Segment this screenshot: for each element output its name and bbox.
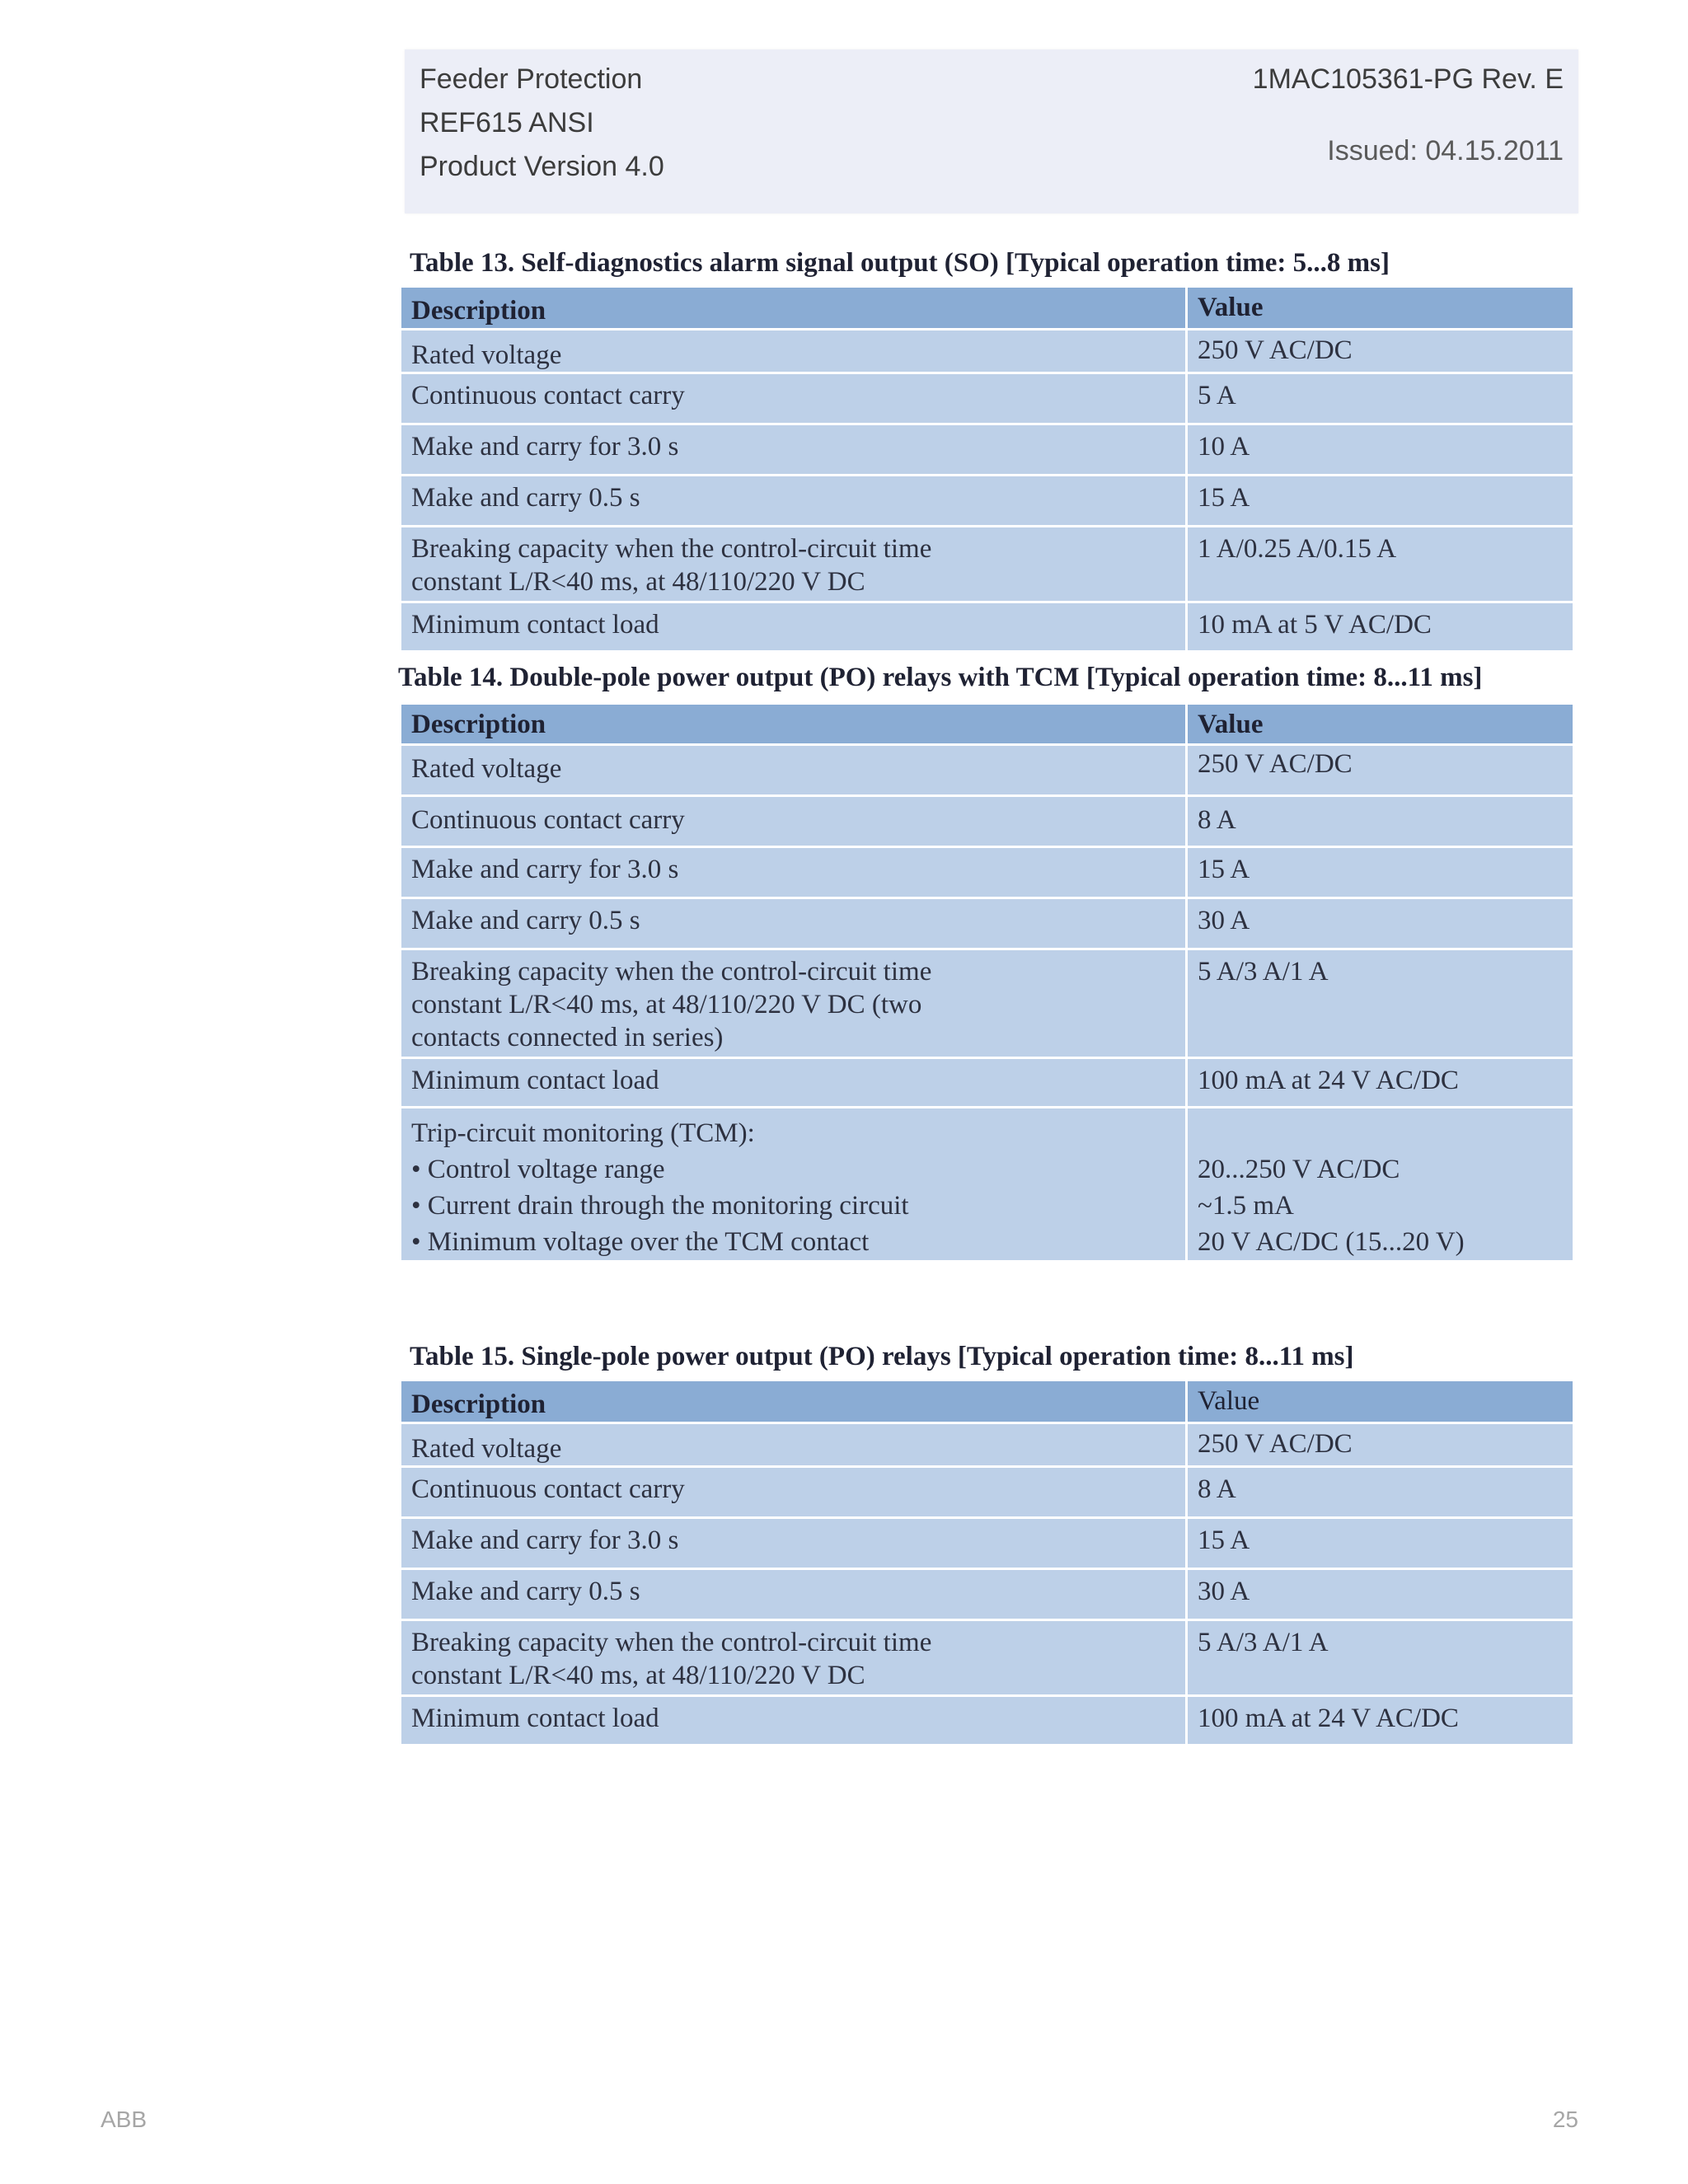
table-row <box>401 898 1574 949</box>
row-description: Minimum contact load <box>401 602 1187 652</box>
column-header-value: Value <box>1187 287 1574 330</box>
table14-caption: Table 14. Double-pole power output (PO) relays with TCM [Typical operation time: 8...11 ms] <box>398 663 1483 692</box>
column-header-description: Description <box>401 287 1187 330</box>
row-value: 30 A <box>1187 1569 1574 1620</box>
row-value: 8 A <box>1187 1467 1574 1518</box>
row-description: Make and carry 0.5 s <box>401 898 1187 949</box>
row-description: Make and carry for 3.0 s <box>401 1518 1187 1569</box>
row-value: 250 V AC/DC <box>1187 745 1574 796</box>
table-row <box>401 1696 1574 1746</box>
column-header-description: Description <box>401 1380 1187 1423</box>
row-description-line: constant L/R<40 ms, at 48/110/220 V DC <box>411 567 865 597</box>
row-description-line: constant L/R<40 ms, at 48/110/220 V DC (two <box>411 990 922 1019</box>
tcm-value: ~1.5 mA <box>1198 1191 1294 1221</box>
table-header-row <box>401 287 1574 330</box>
row-description: Make and carry 0.5 s <box>401 1569 1187 1620</box>
row-description: Continuous contact carry <box>401 1467 1187 1518</box>
row-description: Make and carry for 3.0 s <box>401 424 1187 476</box>
table-row <box>401 1569 1574 1620</box>
header-version: Product Version 4.0 <box>420 151 664 182</box>
row-description-line: constant L/R<40 ms, at 48/110/220 V DC <box>411 1661 865 1690</box>
row-value: 5 A/3 A/1 A <box>1187 949 1574 1058</box>
table-row <box>401 745 1574 796</box>
row-value: 5 A/3 A/1 A <box>1187 1620 1574 1696</box>
row-value: 1 A/0.25 A/0.15 A <box>1187 527 1574 602</box>
row-value: 8 A <box>1187 796 1574 847</box>
row-description: Minimum contact load <box>401 1058 1187 1108</box>
tcm-item: • Control voltage range <box>411 1155 665 1184</box>
table-row <box>401 373 1574 424</box>
table-row <box>401 1423 1574 1467</box>
table13 <box>399 285 1575 653</box>
row-description-line: contacts connected in series) <box>411 1023 724 1052</box>
table-row <box>401 527 1574 602</box>
table-header-row <box>401 704 1574 745</box>
row-description: Make and carry for 3.0 s <box>401 847 1187 898</box>
row-value: 250 V AC/DC <box>1187 330 1574 373</box>
row-description-line: Breaking capacity when the control-circuit time <box>411 534 932 564</box>
header-left <box>420 58 664 189</box>
row-value: 15 A <box>1187 476 1574 527</box>
table-row <box>401 949 1574 1058</box>
table-row <box>401 796 1574 847</box>
table-row <box>401 1518 1574 1569</box>
column-header-value: Value <box>1187 704 1574 745</box>
table-row <box>401 330 1574 373</box>
row-description: Rated voltage <box>401 745 1187 796</box>
document-header <box>405 49 1578 213</box>
table-row <box>401 847 1574 898</box>
table-row <box>401 1058 1574 1108</box>
table-row <box>401 602 1574 652</box>
table-row <box>401 476 1574 527</box>
row-description: Rated voltage <box>401 1423 1187 1467</box>
page-number: 25 <box>1552 2107 1578 2132</box>
table-header-row <box>401 1380 1574 1423</box>
tcm-title: Trip-circuit monitoring (TCM): <box>411 1118 755 1148</box>
row-description <box>401 1108 1187 1262</box>
column-header-value: Value <box>1187 1380 1574 1423</box>
table15 <box>399 1379 1575 1746</box>
table15-caption: Table 15. Single-pole power output (PO) relays [Typical operation time: 8...11 ms] <box>410 1342 1354 1371</box>
row-value: 15 A <box>1187 847 1574 898</box>
header-doc-id: 1MAC105361-PG Rev. E <box>1252 63 1564 95</box>
tcm-item: • Current drain through the monitoring circuit <box>411 1191 909 1221</box>
row-description: Make and carry 0.5 s <box>401 476 1187 527</box>
row-description-line: Breaking capacity when the control-circuit time <box>411 957 932 987</box>
row-description-line: Breaking capacity when the control-circuit time <box>411 1628 932 1657</box>
header-title: Feeder Protection <box>420 63 643 95</box>
row-description <box>401 527 1187 602</box>
row-description <box>401 949 1187 1058</box>
table-row-tcm <box>401 1108 1574 1262</box>
row-value: 10 mA at 5 V AC/DC <box>1187 602 1574 652</box>
footer-brand: ABB <box>101 2107 148 2132</box>
row-description: Rated voltage <box>401 330 1187 373</box>
row-value: 10 A <box>1187 424 1574 476</box>
row-value: 5 A <box>1187 373 1574 424</box>
table13-caption: Table 13. Self-diagnostics alarm signal output (SO) [Typical operation time: 5...8 ms] <box>410 248 1390 278</box>
header-model: REF615 ANSI <box>420 107 594 138</box>
table-row <box>401 1467 1574 1518</box>
row-value: 30 A <box>1187 898 1574 949</box>
header-right <box>1253 58 1564 173</box>
table-row <box>401 1620 1574 1696</box>
row-description <box>401 1620 1187 1696</box>
tcm-value: 20 V AC/DC (15...20 V) <box>1198 1227 1465 1257</box>
row-description: Continuous contact carry <box>401 373 1187 424</box>
row-value <box>1187 1108 1574 1262</box>
header-issued: Issued: 04.15.2011 <box>1327 135 1564 166</box>
row-value: 100 mA at 24 V AC/DC <box>1187 1696 1574 1746</box>
row-description: Minimum contact load <box>401 1696 1187 1746</box>
table14 <box>399 702 1575 1263</box>
row-value: 250 V AC/DC <box>1187 1423 1574 1467</box>
row-description: Continuous contact carry <box>401 796 1187 847</box>
tcm-value: 20...250 V AC/DC <box>1198 1155 1400 1184</box>
column-header-description: Description <box>401 704 1187 745</box>
row-value: 100 mA at 24 V AC/DC <box>1187 1058 1574 1108</box>
tcm-item: • Minimum voltage over the TCM contact <box>411 1227 870 1257</box>
row-value: 15 A <box>1187 1518 1574 1569</box>
table-row <box>401 424 1574 476</box>
